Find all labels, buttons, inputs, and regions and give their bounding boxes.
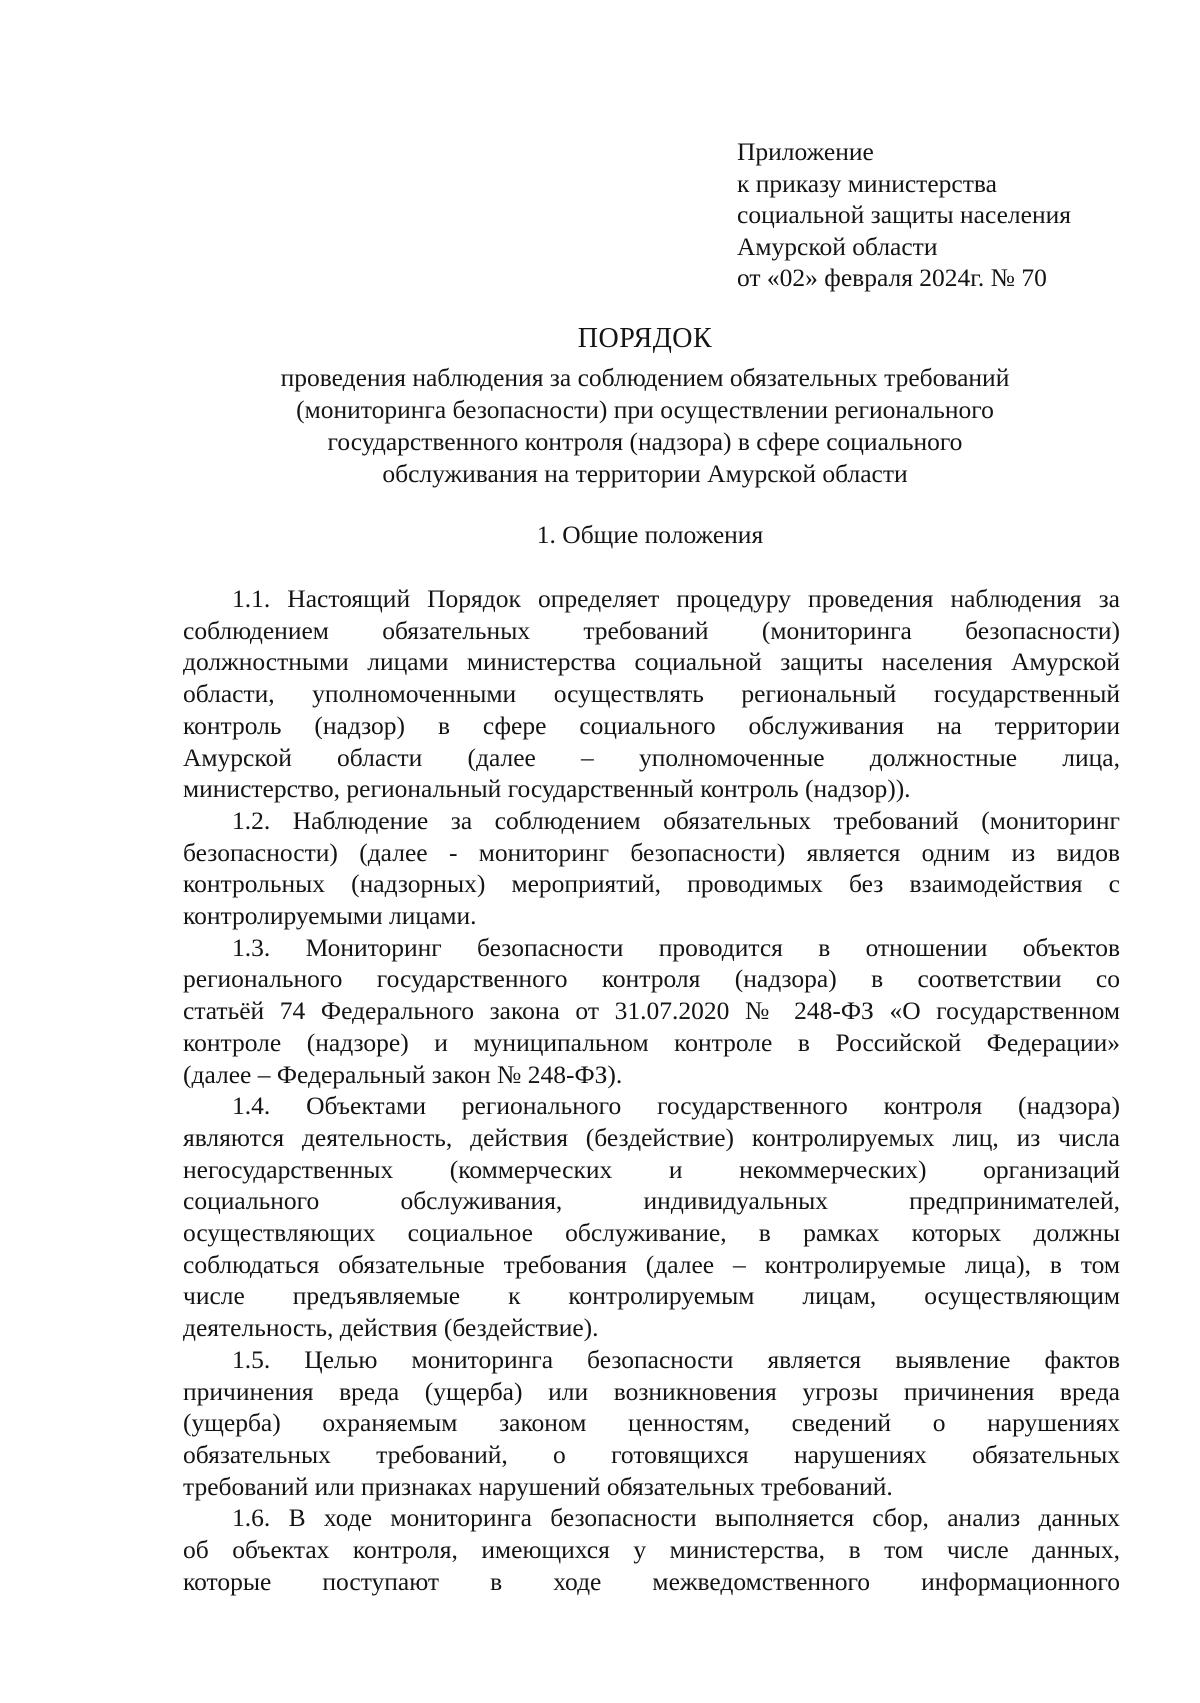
text-line: безопасности) (далее - мониторинг безопасности) является одним из видов xyxy=(183,837,1120,867)
paragraph xyxy=(183,1344,1120,1503)
subtitle-line: государственного контроля (надзора) в сфере социального xyxy=(327,427,963,456)
text-line: негосударственных (коммерческих и некоммерческих) организаций xyxy=(183,1154,1120,1184)
text-line: числе предъявляемые к контролируемым лицам, осуществляющим xyxy=(183,1281,1120,1311)
text-line: должностными лицами министерства социальной защиты населения Амурской xyxy=(183,647,1120,677)
text-line: Амурской области (далее – уполномоченные должностные лица, xyxy=(183,742,1120,772)
text-line: осуществляющих социальное обслуживание, в рамках которых должны xyxy=(183,1218,1120,1248)
text-line: области, уполномоченными осуществлять региональный государственный xyxy=(183,679,1120,709)
text-line: социального обслуживания, индивидуальных предпринимателей, xyxy=(183,1186,1120,1216)
text-line: об объектах контроля, имеющихся у министерства, в том числе данных, xyxy=(183,1535,1120,1565)
text-line: 1.2. Наблюдение за соблюдением обязательных требований (мониторинг xyxy=(232,805,1120,835)
approval-line: к приказу министерства xyxy=(737,168,997,198)
approval-block xyxy=(737,136,1071,294)
paragraph xyxy=(183,583,1120,805)
text-line: 1.5. Целью мониторинга безопасности является выявление фактов xyxy=(232,1344,1120,1374)
approval-line: Амурской области xyxy=(737,231,938,261)
text-line: статьёй 74 Федерального закона от 31.07.2020 № 248-ФЗ «О государственном xyxy=(183,996,1120,1026)
text-line: требований или признаках нарушений обязательных требований. xyxy=(183,1471,893,1501)
text-line: обязательных требований, о готовящихся нарушениях обязательных xyxy=(183,1439,1120,1469)
document-body xyxy=(183,583,1120,1598)
text-line: контрольных (надзорных) мероприятий, проводимых без взаимодействия с xyxy=(183,869,1120,899)
text-line: 1.6. В ходе мониторинга безопасности выполняется сбор, анализ данных xyxy=(232,1503,1120,1533)
text-line: контроле (надзоре) и муниципальном контроле в Российской Федерации» xyxy=(183,1027,1120,1057)
paragraph xyxy=(183,805,1120,932)
text-line: соблюдением обязательных требований (мониторинга безопасности) xyxy=(183,615,1120,645)
text-line: контроль (надзор) в сфере социального обслуживания на территории xyxy=(183,710,1120,740)
paragraph xyxy=(183,1090,1120,1344)
text-line: 1.3. Мониторинг безопасности проводится в отношении объектов xyxy=(232,932,1120,962)
approval-line: от «02» февраля 2024г. № 70 xyxy=(737,263,1047,292)
paragraph xyxy=(183,1502,1120,1597)
text-line: 1.4. Объектами регионального государственного контроля (надзора) xyxy=(232,1091,1120,1121)
paragraph xyxy=(183,932,1120,1091)
text-line: являются деятельность, действия (бездействие) контролируемых лиц, из числа xyxy=(183,1122,1120,1152)
text-line: причинения вреда (ущерба) или возникновения угрозы причинения вреда xyxy=(183,1376,1120,1406)
text-line: контролируемыми лицами. xyxy=(183,901,477,931)
text-line: (далее – Федеральный закон № 248-ФЗ). xyxy=(183,1059,623,1089)
approval-line: социальной защиты населения xyxy=(737,200,1071,229)
subtitle-line: обслуживания на территории Амурской области xyxy=(382,459,908,488)
text-line: которые поступают в ходе межведомственного информационного xyxy=(183,1566,1120,1596)
document-subtitle xyxy=(230,362,1060,490)
text-line: соблюдаться обязательные требования (далее – контролируемые лица), в том xyxy=(183,1249,1120,1279)
text-line: (ущерба) охраняемым законом ценностям, сведений о нарушениях xyxy=(183,1408,1120,1438)
approval-line: Приложение xyxy=(737,137,874,166)
text-line: деятельность, действия (бездействие). xyxy=(183,1313,599,1343)
document-title: ПОРЯДОК xyxy=(577,323,713,354)
subtitle-line: проведения наблюдения за соблюдением обязательных требований xyxy=(280,363,1010,392)
subtitle-line: (мониторинга безопасности) при осуществлении регионального xyxy=(296,395,994,424)
section-heading: 1. Общие положения xyxy=(536,520,764,549)
text-line: министерство, региональный государственный контроль (надзор)). xyxy=(183,774,911,804)
text-line: регионального государственного контроля (надзора) в соответствии со xyxy=(183,964,1120,994)
text-line: 1.1. Настоящий Порядок определяет процедуру проведения наблюдения за xyxy=(232,584,1120,613)
